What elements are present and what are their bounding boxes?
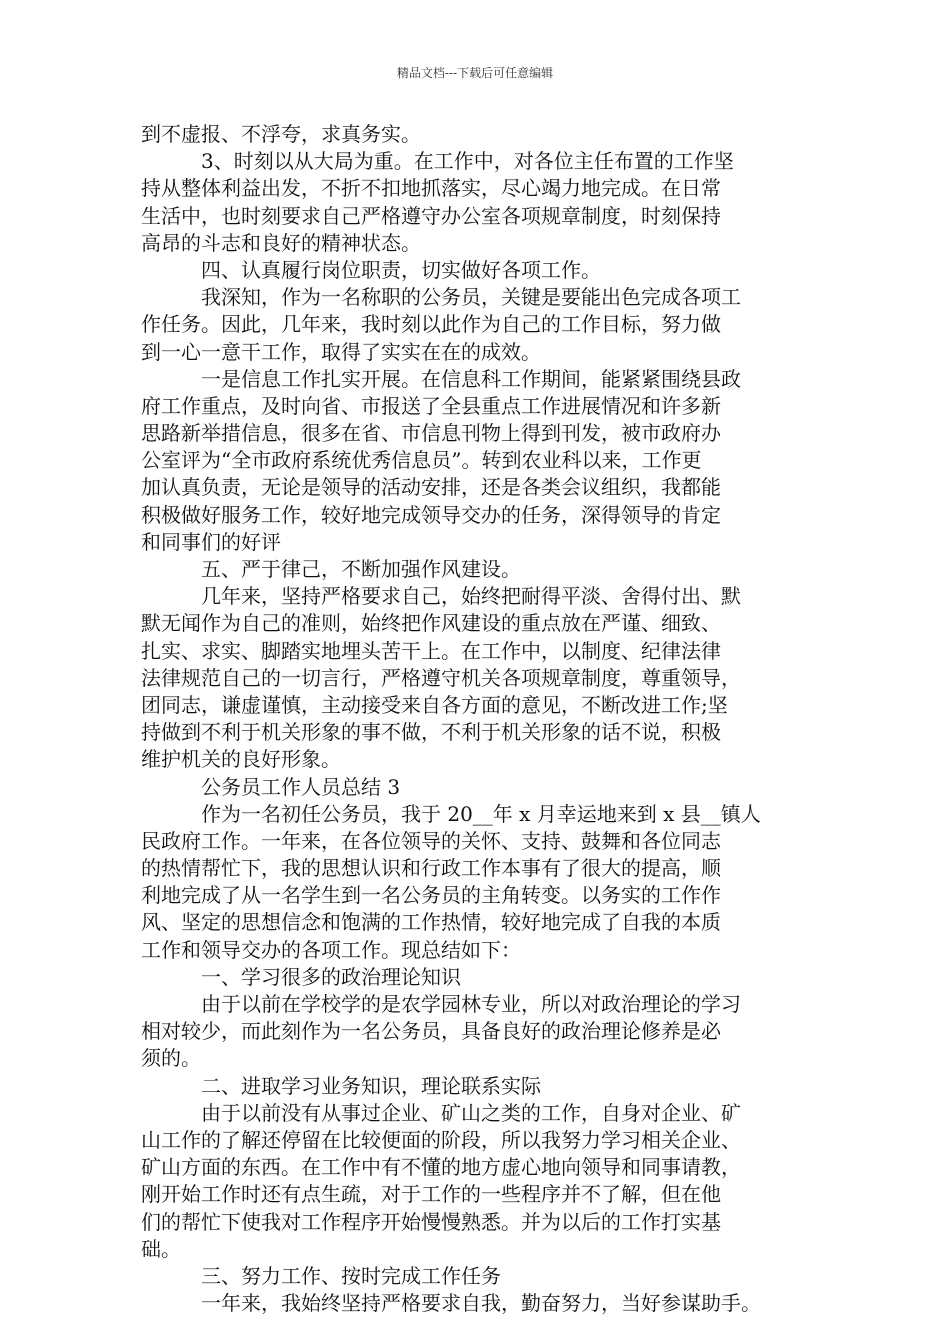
text-line: 维护机关的良好形象。 <box>141 747 341 772</box>
text-line: 持做到不利于机关形象的事不做，不利于机关形象的话不说，积极 <box>141 720 721 745</box>
text-line: 须的。 <box>141 1046 201 1071</box>
text-line: 我深知，作为一名称职的公务员，关键是要能出色完成各项工 <box>201 285 741 310</box>
text-line: 一是信息工作扎实开展。在信息科工作期间，能紧紧围绕县政 <box>201 366 741 391</box>
text-line: 矿山方面的东西。在工作中有不懂的地方虚心地向领导和同事请教， <box>141 1155 741 1180</box>
page-header: 精品文档---下载后可任意编辑 <box>396 66 554 80</box>
text-line: 法律规范自己的一切言行，严格遵守机关各项规章制度，尊重领导， <box>141 665 741 690</box>
text-line: 山工作的了解还停留在比较便面的阶段，所以我努力学习相关企业、 <box>141 1127 741 1152</box>
text-line: 默无闻作为自己的准则，始终把作风建设的重点放在严谨、细致、 <box>141 611 721 636</box>
text-line: 由于以前在学校学的是农学园林专业，所以对政治理论的学习 <box>201 992 741 1016</box>
text-line: 民政府工作。一年来，在各位领导的关怀、支持、鼓舞和各位同志 <box>141 828 721 853</box>
text-line: 到不虚报、不浮夸，求真务实。 <box>141 122 421 146</box>
text-line: 几年来，坚持严格要求自己，始终把耐得平淡、舍得付出、默 <box>201 584 741 609</box>
document-body <box>141 121 821 1317</box>
text-line: 生活中，也时刻要求自己严格遵守办公室各项规章制度，时刻保持 <box>141 203 721 228</box>
text-line: 到一心一意干工作，取得了实实在在的成效。 <box>141 339 541 364</box>
text-line: 四、认真履行岗位职责，切实做好各项工作。 <box>201 257 601 282</box>
text-line: 五、严于律己，不断加强作风建设。 <box>201 557 521 581</box>
text-line: 高昂的斗志和良好的精神状态。 <box>141 230 421 255</box>
text-line: 团同志，谦虚谨慎，主动接受来自各方面的意见，不断改进工作;坚 <box>141 692 728 717</box>
text-line: 二、进取学习业务知识，理论联系实际 <box>201 1073 541 1098</box>
text-line: 由于以前没有从事过企业、矿山之类的工作，自身对企业、矿 <box>201 1100 741 1125</box>
text-line: 和同事们的好评 <box>141 529 281 554</box>
text-line: 三、努力工作、按时完成工作任务 <box>201 1263 501 1288</box>
text-line: 府工作重点，及时向省、市报送了全县重点工作进展情况和许多新 <box>141 393 721 418</box>
text-line: 础。 <box>141 1236 181 1261</box>
text-line: 一、学习很多的政治理论知识 <box>201 964 461 989</box>
text-line: 利地完成了从一名学生到一名公务员的主角转变。以务实的工作作 <box>141 883 721 908</box>
text-line: 持从整体利益出发，不折不扣地抓落实，尽心竭力地完成。在日常 <box>141 176 721 201</box>
text-line: 的热情帮忙下，我的思想认识和行政工作本事有了很大的提高，顺 <box>141 856 721 881</box>
text-line: 扎实、求实、脚踏实地埋头苦干上。在工作中，以制度、纪律法律 <box>141 638 721 663</box>
text-line: 思路新举措信息，很多在省、市信息刊物上得到刊发，被市政府办 <box>141 421 721 446</box>
text-line: 刚开始工作时还有点生疏，对于工作的一些程序并不了解，但在他 <box>141 1182 721 1207</box>
text-line: 们的帮忙下使我对工作程序开始慢慢熟悉。并为以后的工作打实基 <box>141 1209 721 1234</box>
text-line: 加认真负责，无论是领导的活动安排，还是各类会议组织，我都能 <box>141 475 721 500</box>
text-line: 作为一名初任公务员，我于 20__年 x 月幸运地来到 x 县__镇人 <box>201 801 761 826</box>
text-line: 相对较少，而此刻作为一名公务员，具备良好的政治理论修养是必 <box>141 1019 721 1044</box>
text-line: 一年来，我始终坚持严格要求自我，勤奋努力，当好参谋助手。 <box>201 1291 761 1316</box>
text-line: 作任务。因此，几年来，我时刻以此作为自己的工作目标，努力做 <box>141 312 721 337</box>
text-line: 公务员工作人员总结 3 <box>201 774 401 799</box>
text-line: 积极做好服务工作，较好地完成领导交办的任务，深得领导的肯定 <box>141 502 721 527</box>
text-line: 3、时刻以从大局为重。在工作中，对各位主任布置的工作坚 <box>201 149 734 174</box>
text-line: 风、坚定的思想信念和饱满的工作热情，较好地完成了自我的本质 <box>141 910 721 935</box>
text-line: 公室评为“全市政府系统优秀信息员”。转到农业科以来，工作更 <box>141 448 702 473</box>
text-line: 工作和领导交办的各项工作。现总结如下： <box>141 937 521 962</box>
